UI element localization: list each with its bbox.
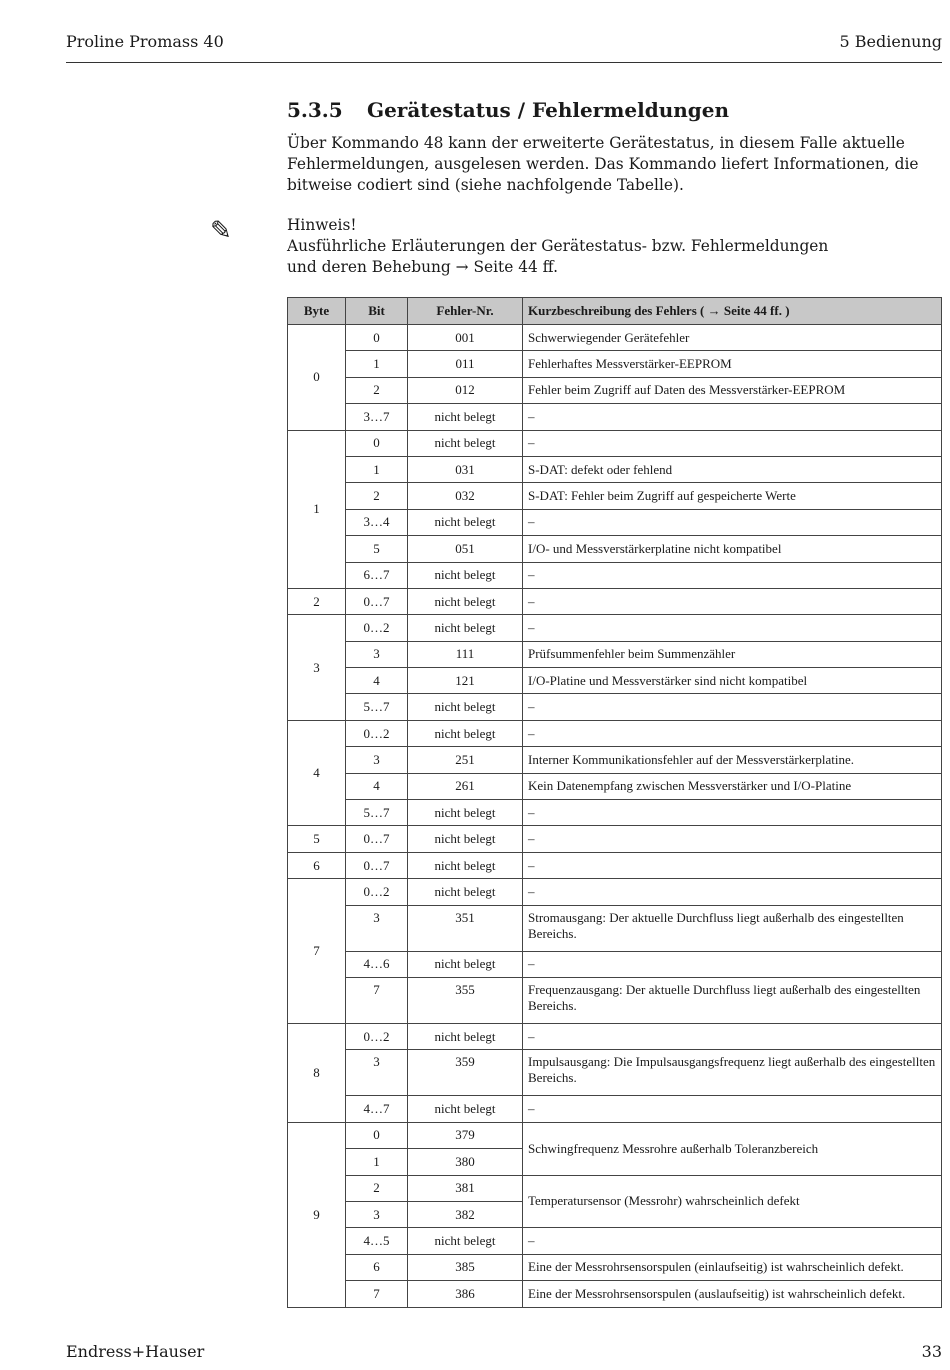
cell-byte: 8: [288, 1023, 346, 1122]
section-title: Gerätestatus / Fehlermeldungen: [367, 98, 730, 122]
table-row: [288, 641, 942, 667]
cell-bit: 3: [346, 747, 408, 773]
cell-description: –: [523, 1096, 942, 1122]
table-row: [288, 351, 942, 377]
cell-error-number: nicht belegt: [408, 1023, 523, 1049]
cell-bit: 7: [346, 977, 408, 1023]
cell-error-number: 386: [408, 1281, 523, 1307]
table-row: [288, 1096, 942, 1122]
cell-bit: 0…2: [346, 1023, 408, 1049]
cell-byte: 6: [288, 852, 346, 878]
column-header-byte: Byte: [288, 298, 346, 325]
cell-description: I/O- und Messverstärkerplatine nicht kompatibel: [523, 536, 942, 562]
table-row: [288, 1050, 942, 1096]
table-row: [288, 1228, 942, 1254]
cell-error-number: nicht belegt: [408, 1096, 523, 1122]
cell-error-number: nicht belegt: [408, 430, 523, 456]
cell-description: Schwingfrequenz Messrohre außerhalb Toleranzbereich: [523, 1122, 942, 1175]
column-header-bit: Bit: [346, 298, 408, 325]
table-row: [288, 456, 942, 482]
cell-bit: 1: [346, 456, 408, 482]
page-header: [66, 30, 942, 63]
table-row: [288, 536, 942, 562]
cell-bit: 4…5: [346, 1228, 408, 1254]
cell-description: –: [523, 404, 942, 430]
cell-description: –: [523, 615, 942, 641]
cell-bit: 2: [346, 1175, 408, 1201]
table-row: [288, 1175, 942, 1201]
table-row: [288, 951, 942, 977]
column-header-description: Kurzbeschreibung des Fehlers ( → Seite 44 ff. ): [523, 298, 942, 325]
cell-description: –: [523, 562, 942, 588]
cell-bit: 3: [346, 1201, 408, 1227]
cell-error-number: 001: [408, 325, 523, 351]
cell-error-number: nicht belegt: [408, 852, 523, 878]
cell-description: Kein Datenempfang zwischen Messverstärker und I/O-Platine: [523, 773, 942, 799]
cell-bit: 0…7: [346, 852, 408, 878]
cell-description: –: [523, 826, 942, 852]
cell-description: –: [523, 879, 942, 905]
cell-error-number: nicht belegt: [408, 826, 523, 852]
cell-description: –: [523, 430, 942, 456]
cell-error-number: nicht belegt: [408, 588, 523, 614]
cell-description: Frequenzausgang: Der aktuelle Durchfluss liegt außerhalb des eingestellten Bereichs.: [523, 977, 942, 1023]
cell-byte: 7: [288, 879, 346, 1024]
cell-error-number: nicht belegt: [408, 951, 523, 977]
section-number: 5.3.5: [287, 98, 343, 122]
cell-description: –: [523, 852, 942, 878]
note-text: Ausführliche Erläuterungen der Gerätestatus- bzw. Fehlermeldungen und deren Behebung → Seite 44 ff.: [287, 237, 829, 276]
cell-error-number: 381: [408, 1175, 523, 1201]
footer-company: Endress+Hauser: [66, 1342, 205, 1361]
cell-bit: 0: [346, 325, 408, 351]
cell-description: –: [523, 1228, 942, 1254]
cell-bit: 0: [346, 1122, 408, 1148]
table-row: [288, 1254, 942, 1280]
table-row: [288, 562, 942, 588]
table-row: [288, 1281, 942, 1307]
table-row: [288, 800, 942, 826]
cell-bit: 3: [346, 905, 408, 951]
cell-description: –: [523, 720, 942, 746]
table-row: [288, 977, 942, 1023]
table-header-row: [288, 298, 942, 325]
cell-bit: 1: [346, 1149, 408, 1175]
table-row: [288, 694, 942, 720]
cell-byte: 0: [288, 325, 346, 431]
cell-bit: 1: [346, 351, 408, 377]
header-chapter: 5 Bedienung: [839, 32, 942, 51]
cell-bit: 0…7: [346, 588, 408, 614]
cell-bit: 2: [346, 377, 408, 403]
table-row: [288, 615, 942, 641]
cell-description: Eine der Messrohrsensorspulen (einlaufseitig) ist wahrscheinlich defekt.: [523, 1254, 942, 1280]
cell-description: Stromausgang: Der aktuelle Durchfluss liegt außerhalb des eingestellten Bereichs.: [523, 905, 942, 951]
cell-bit: 4: [346, 668, 408, 694]
cell-bit: 5…7: [346, 800, 408, 826]
cell-description: Interner Kommunikationsfehler auf der Messverstärkerplatine.: [523, 747, 942, 773]
table-row: [288, 905, 942, 951]
table-row: [288, 509, 942, 535]
cell-error-number: nicht belegt: [408, 694, 523, 720]
cell-error-number: 031: [408, 456, 523, 482]
table-row: [288, 588, 942, 614]
cell-description: Fehler beim Zugriff auf Daten des Messverstärker-EEPROM: [523, 377, 942, 403]
cell-error-number: 051: [408, 536, 523, 562]
cell-error-number: 359: [408, 1050, 523, 1096]
cell-error-number: 351: [408, 905, 523, 951]
cell-error-number: 379: [408, 1122, 523, 1148]
cell-description: –: [523, 1023, 942, 1049]
cell-error-number: 382: [408, 1201, 523, 1227]
cell-error-number: nicht belegt: [408, 562, 523, 588]
cell-description: –: [523, 588, 942, 614]
table-row: [288, 1023, 942, 1049]
cell-error-number: 385: [408, 1254, 523, 1280]
table-row: [288, 377, 942, 403]
table-row: [288, 668, 942, 694]
cell-bit: 3…7: [346, 404, 408, 430]
cell-description: –: [523, 694, 942, 720]
cell-error-number: nicht belegt: [408, 1228, 523, 1254]
table-row: [288, 1122, 942, 1148]
table-row: [288, 773, 942, 799]
cell-bit: 6…7: [346, 562, 408, 588]
cell-error-number: nicht belegt: [408, 404, 523, 430]
cell-error-number: nicht belegt: [408, 509, 523, 535]
pencil-icon: ✎: [210, 216, 232, 245]
cell-bit: 0…2: [346, 879, 408, 905]
page-number: 33: [921, 1342, 942, 1361]
table-row: [288, 747, 942, 773]
cell-byte: 4: [288, 720, 346, 826]
cell-bit: 4…7: [346, 1096, 408, 1122]
cell-byte: 3: [288, 615, 346, 721]
cell-bit: 2: [346, 483, 408, 509]
cell-error-number: 011: [408, 351, 523, 377]
cell-bit: 3: [346, 1050, 408, 1096]
cell-bit: 7: [346, 1281, 408, 1307]
table-row: [288, 852, 942, 878]
table-row: [288, 879, 942, 905]
cell-description: S-DAT: Fehler beim Zugriff auf gespeicherte Werte: [523, 483, 942, 509]
note-title: Hinweis!: [287, 216, 357, 234]
table-row: [288, 483, 942, 509]
cell-description: –: [523, 800, 942, 826]
cell-bit: 6: [346, 1254, 408, 1280]
cell-description: –: [523, 951, 942, 977]
cell-description: –: [523, 509, 942, 535]
cell-error-number: 032: [408, 483, 523, 509]
cell-description: S-DAT: defekt oder fehlend: [523, 456, 942, 482]
column-header-error-number: Fehler-Nr.: [408, 298, 523, 325]
cell-byte: 5: [288, 826, 346, 852]
cell-error-number: 111: [408, 641, 523, 667]
cell-error-number: nicht belegt: [408, 800, 523, 826]
cell-bit: 0: [346, 430, 408, 456]
header-document-title: Proline Promass 40: [66, 32, 224, 51]
table-row: [288, 404, 942, 430]
section-heading: [287, 98, 729, 122]
table-row: [288, 826, 942, 852]
cell-description: Fehlerhaftes Messverstärker-EEPROM: [523, 351, 942, 377]
cell-error-number: 380: [408, 1149, 523, 1175]
cell-error-number: 355: [408, 977, 523, 1023]
cell-bit: 0…7: [346, 826, 408, 852]
error-status-table: [287, 297, 942, 1308]
cell-bit: 3…4: [346, 509, 408, 535]
table-row: [288, 325, 942, 351]
table-row: [288, 720, 942, 746]
intro-paragraph: Über Kommando 48 kann der erweiterte Gerätestatus, in diesem Falle aktuelle Fehlermeldungen, ausgelesen werden. Das Kommando liefert Informationen, die bitweise codiert sind (siehe nachfolgende Tabelle).: [287, 134, 919, 194]
cell-byte: 9: [288, 1122, 346, 1307]
cell-byte: 2: [288, 588, 346, 614]
cell-description: Temperatursensor (Messrohr) wahrscheinlich defekt: [523, 1175, 942, 1228]
cell-bit: 0…2: [346, 615, 408, 641]
table-body: [288, 325, 942, 1308]
cell-byte: 1: [288, 430, 346, 588]
cell-description: Eine der Messrohrsensorspulen (auslaufseitig) ist wahrscheinlich defekt.: [523, 1281, 942, 1307]
cell-bit: 4: [346, 773, 408, 799]
cell-error-number: 012: [408, 377, 523, 403]
cell-bit: 5: [346, 536, 408, 562]
cell-description: Schwerwiegender Gerätefehler: [523, 325, 942, 351]
cell-error-number: 121: [408, 668, 523, 694]
cell-error-number: nicht belegt: [408, 879, 523, 905]
table-row: [288, 430, 942, 456]
cell-error-number: nicht belegt: [408, 615, 523, 641]
cell-description: Impulsausgang: Die Impulsausgangsfrequenz liegt außerhalb des eingestellten Bereichs.: [523, 1050, 942, 1096]
cell-error-number: nicht belegt: [408, 720, 523, 746]
cell-bit: 5…7: [346, 694, 408, 720]
cell-bit: 0…2: [346, 720, 408, 746]
cell-description: Prüfsummenfehler beim Summenzähler: [523, 641, 942, 667]
cell-description: I/O-Platine und Messverstärker sind nicht kompatibel: [523, 668, 942, 694]
cell-error-number: 261: [408, 773, 523, 799]
cell-bit: 3: [346, 641, 408, 667]
cell-bit: 4…6: [346, 951, 408, 977]
cell-error-number: 251: [408, 747, 523, 773]
